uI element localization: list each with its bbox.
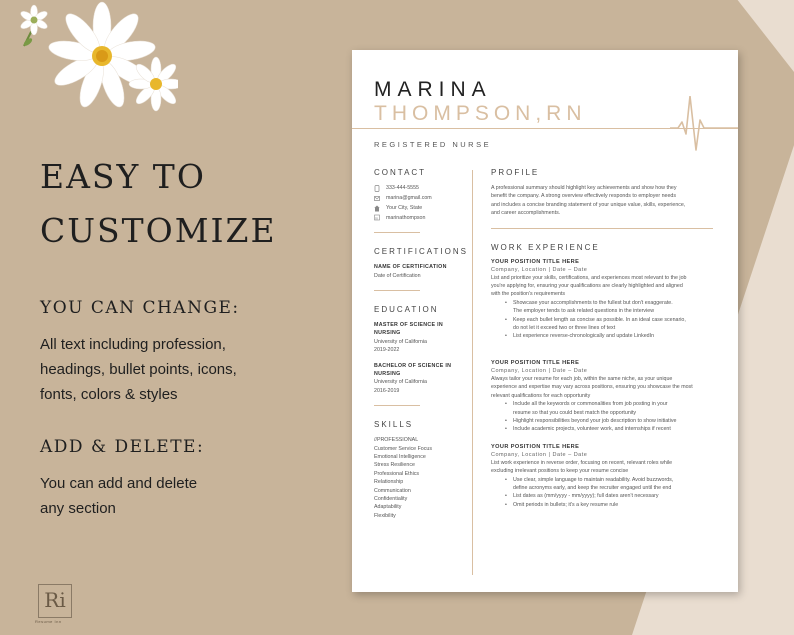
job-entry — [491, 360, 716, 434]
job-company: Company, Location | Date – Date — [491, 367, 588, 374]
certifications-heading: CERTIFICATIONS — [374, 247, 468, 257]
skill-item: Stress Resilience — [374, 462, 415, 469]
mail-icon — [374, 195, 380, 202]
add-heading: ADD & DELETE: — [40, 437, 205, 457]
skill-item: Flexibility — [374, 512, 396, 519]
school-1: University of California — [374, 338, 427, 345]
years-1: 2019-2022 — [374, 347, 400, 354]
job-description: List and prioritize your skills, certifications, and experiences most relevant to the job you're applying for, ensuring your qualifications are clearly highlighted and aligned with the position's requirements — [491, 274, 687, 298]
headline-line-2: CUSTOMIZE — [40, 211, 277, 250]
job-entry — [491, 444, 716, 509]
work-experience-heading: WORK EXPERIENCE — [491, 242, 600, 252]
job-title: YOUR POSITION TITLE HERE — [491, 443, 580, 450]
skills-heading: SKILLS — [374, 420, 414, 430]
contact-email: marina@gmail.com — [374, 194, 468, 202]
phone-icon — [374, 185, 380, 192]
bullet-item: • Include all the keywords or commonalities from job posting in your resume so that you could best match the opportunity — [491, 400, 716, 417]
heartbeat-line-icon — [670, 96, 738, 156]
skill-item: Customer Service Focus — [374, 445, 432, 452]
skill-item: Relationship — [374, 479, 404, 486]
bullet-item: • List experience reverse-chronologically and update LinkedIn — [491, 332, 716, 340]
bullet-item: • List dates as (mm/yyyy - mm/yyyy); full dates aren't necessary — [491, 492, 716, 500]
job-bullets — [491, 299, 716, 341]
job-title: YOUR POSITION TITLE HERE — [491, 359, 580, 366]
skill-item: //PROFESSIONAL — [374, 437, 419, 444]
add-text: You can add and delete any section — [40, 475, 198, 517]
brand-logo: Ri — [38, 584, 72, 618]
degree-2: BACHELOR OF SCIENCE IN NURSING — [374, 362, 452, 377]
promo-text-block — [40, 150, 340, 521]
job-title: YOUR POSITION TITLE HERE — [491, 258, 580, 265]
skill-item: Emotional Intelligence — [374, 454, 426, 460]
skill-item: Communication — [374, 487, 411, 494]
column-divider — [472, 170, 473, 575]
job-description: List work experience in reverse order, focusing on recent, relevant roles while excluding irrelevant positions to keep your resume concise — [491, 459, 673, 475]
bullet-item: • Keep each bullet length as concise as possible. In an ideal case scenario, do not let it exceed two or three lines of text — [491, 316, 716, 333]
job-bullets — [491, 400, 716, 434]
headline-line-1: EASY TO — [40, 157, 206, 196]
job-company: Company, Location | Date – Date — [491, 266, 588, 273]
job-company: Company, Location | Date – Date — [491, 451, 588, 458]
home-icon — [374, 205, 380, 212]
education-heading: EDUCATION — [374, 304, 439, 314]
right-column — [491, 168, 716, 509]
linkedin-icon — [374, 214, 380, 221]
skills-list — [374, 436, 468, 520]
last-name: THOMPSON,RN — [374, 102, 587, 125]
first-name: MARINA — [374, 78, 492, 101]
profile-text: A professional summary should highlight key achievements and show how they benefit the company. A strong overview effectively responds to employer needs and includes a concise branding statement of your unique value, skills, experience, and career accomplishments. — [491, 185, 686, 217]
change-text: All text including profession, headings, bullet points, icons, fonts, colors & styles — [40, 336, 237, 403]
bullet-item: • Use clear, simple language to maintain readability. Avoid buzzwords, define acronyms early, and keep the recruiter engaged until the end — [491, 476, 716, 493]
bullet-item: • Include academic projects, volunteer work, and internships if recent — [491, 425, 716, 433]
school-2: University of California — [374, 379, 427, 386]
skill-item: Adaptability — [374, 504, 402, 511]
contact-linkedin: in marinathompson — [375, 214, 426, 221]
bullet-item: • Showcase your accomplishments to the fullest but don't exaggerate. The employer tends to ask related questions in the interview — [491, 299, 716, 316]
left-column — [374, 168, 468, 520]
degree-1: MASTER OF SCIENCE IN NURSING — [374, 321, 443, 337]
daisy-flowers-icon — [8, 0, 178, 120]
contact-address: Your City, State — [374, 204, 468, 212]
contact-heading: CONTACT — [374, 168, 427, 177]
skill-item: Professional Ethics — [374, 470, 420, 477]
job-bullets — [491, 476, 716, 510]
svg-text:in: in — [375, 216, 378, 221]
bullet-item: • Highlight responsibilities beyond your job description to show initiative — [491, 417, 716, 425]
change-heading: YOU CAN CHANGE: — [40, 298, 240, 318]
skill-item: Confidentiality — [374, 496, 408, 503]
resume-page — [352, 50, 738, 592]
bullet-item: • Omit periods in bullets; it's a key resume rule — [491, 501, 716, 509]
job-description: Always tailor your resume for each job, within the same niche, as your unique experience and expertise may vary across positions, ensuring you showcase the most relevant qualifications for each opportunity — [491, 375, 693, 399]
brand-logo-subtitle: Resume Inn — [35, 619, 62, 624]
role-title: REGISTERED NURSE — [374, 140, 492, 149]
contact-phone: 333-444-5555 — [374, 184, 468, 192]
certification-date: Date of Certification — [374, 272, 421, 279]
profile-heading: PROFILE — [491, 168, 540, 177]
job-entry — [491, 259, 716, 341]
certification-name: NAME OF CERTIFICATION — [374, 264, 447, 271]
years-2: 2016-2019 — [374, 387, 400, 394]
